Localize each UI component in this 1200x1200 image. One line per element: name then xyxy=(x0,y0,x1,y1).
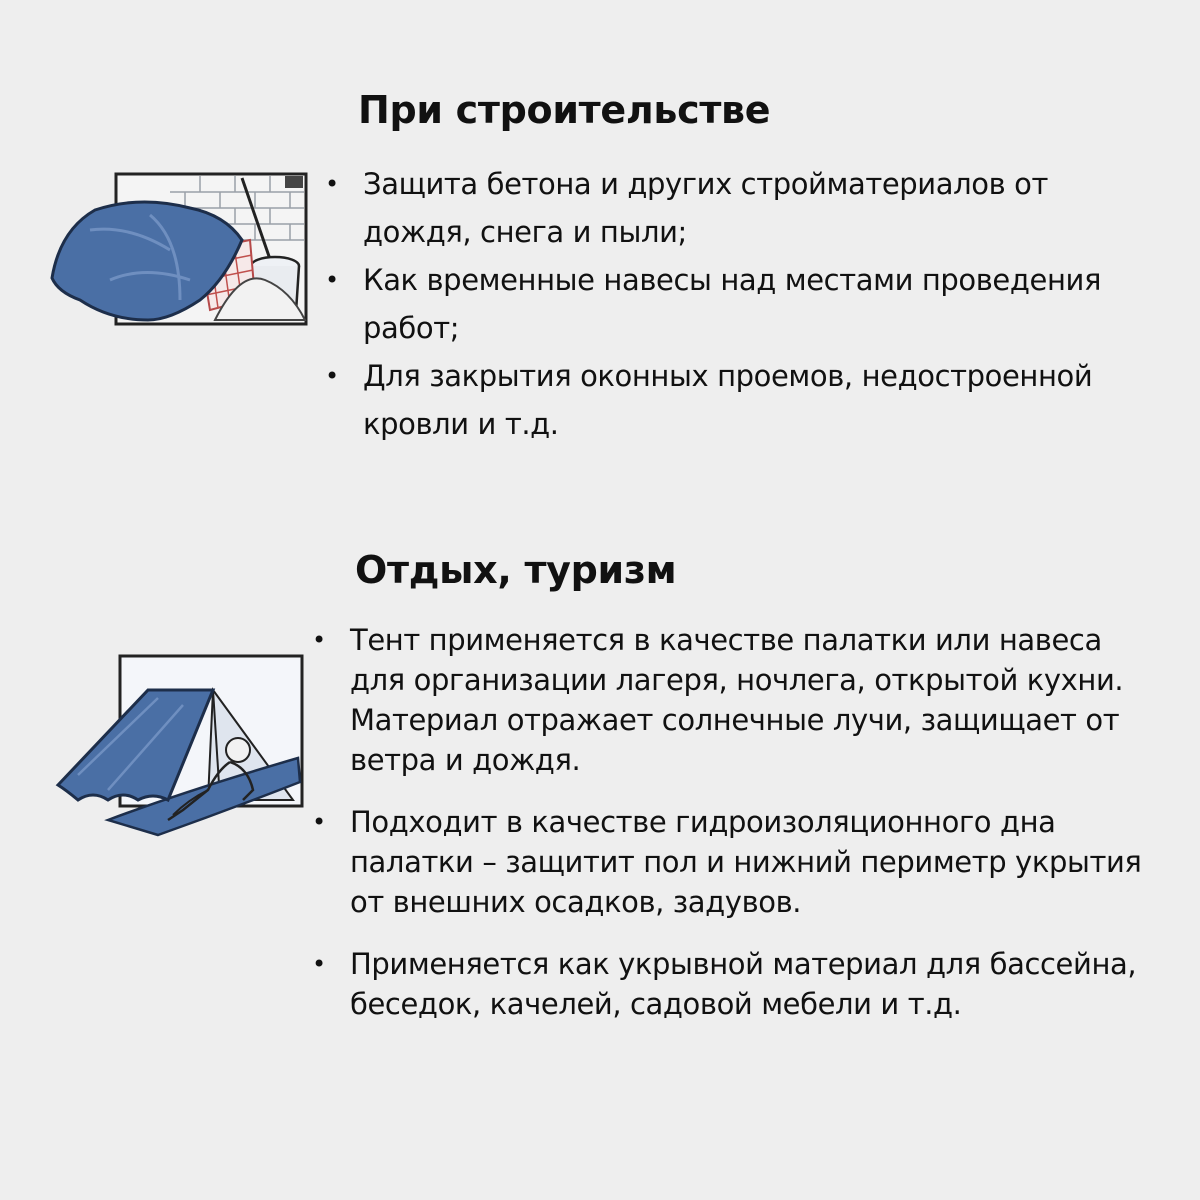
bullet: • xyxy=(312,808,326,836)
tarp-tent-camper-icon xyxy=(48,650,308,844)
list-item xyxy=(312,802,1162,922)
bullet: • xyxy=(325,266,339,294)
covered-building-materials-icon xyxy=(50,170,312,334)
list-item xyxy=(312,944,1162,1024)
list-item-text: Подходит в качестве гидроизоляционного дна палатки – защитит пол и нижний периметр укрытия от внешних осадков, задувов. xyxy=(350,805,1142,919)
tourism-title: Отдых, туризм xyxy=(355,548,677,592)
list-item-text: Защита бетона и других стройматериалов от дождя, снега и пыли; xyxy=(363,167,1048,249)
bullet: • xyxy=(312,626,326,654)
list-item-text: Тент применяется в качестве палатки или навеса для организации лагеря, ночлега, открытой кухни. Материал отражает солнечные лучи, защищает от ветра и дождя. xyxy=(350,623,1124,777)
tourism-list xyxy=(312,620,1162,1046)
list-item-text: Для закрытия оконных проемов, недостроенной кровли и т.д. xyxy=(363,359,1093,441)
construction-list xyxy=(325,160,1145,448)
list-item-text: Применяется как укрывной материал для бассейна, беседок, качелей, садовой мебели и т.д. xyxy=(350,947,1137,1021)
list-item xyxy=(312,620,1162,780)
bullet: • xyxy=(325,170,339,198)
bullet: • xyxy=(312,950,326,978)
bullet: • xyxy=(325,362,339,390)
list-item xyxy=(325,160,1145,256)
list-item xyxy=(325,256,1145,352)
list-item-text: Как временные навесы над местами проведения работ; xyxy=(363,263,1102,345)
construction-title: При строительстве xyxy=(358,88,771,132)
list-item xyxy=(325,352,1145,448)
